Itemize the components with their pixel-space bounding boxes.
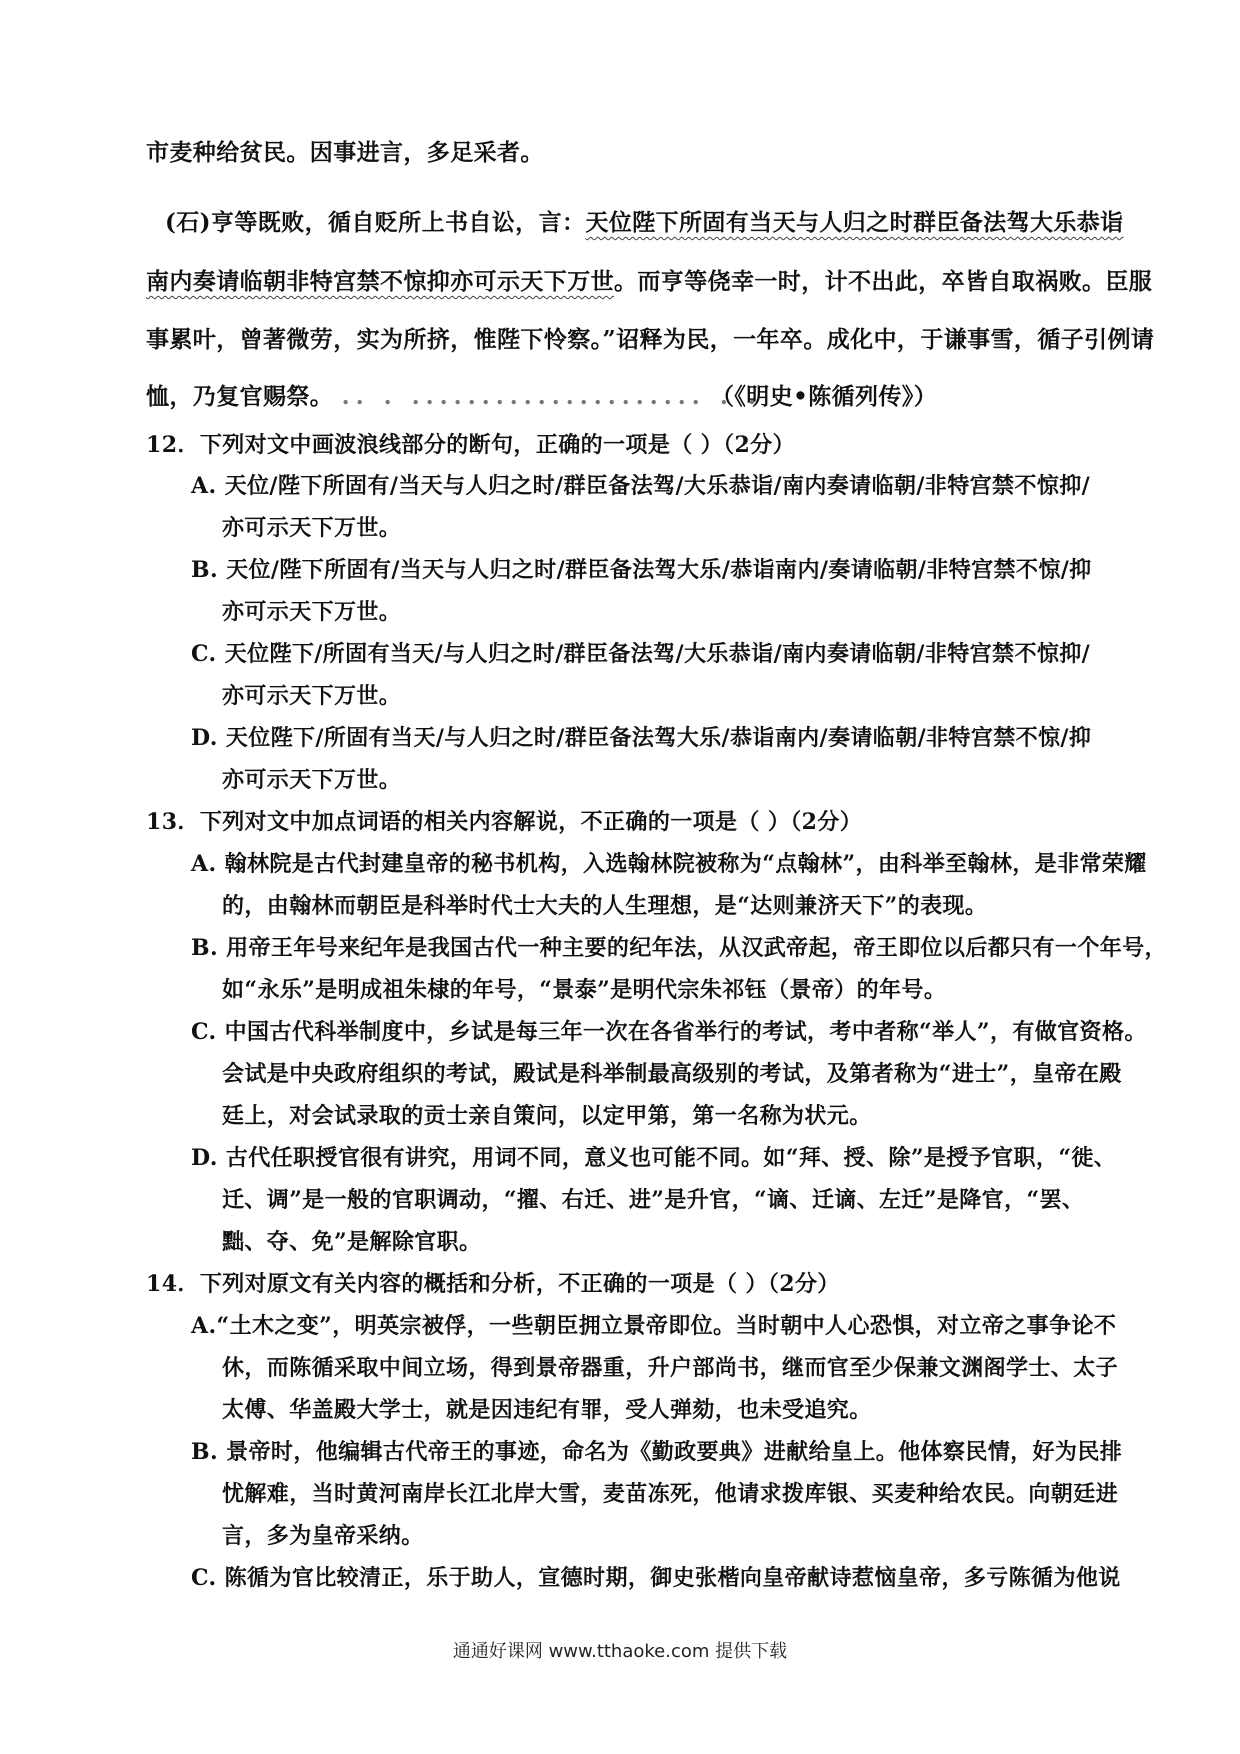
option-14-b-cont: 言，多为皇帝采纳。 bbox=[222, 1523, 424, 1549]
option-14-a-cont: 太傅、华盖殿大学士，就是因违纪有罪，受人弹劾，也未受追究。 bbox=[222, 1397, 872, 1423]
wavy-underlined-text: 南内奏请临朝非特宫禁不惊抑亦可示天下万世 bbox=[146, 268, 614, 295]
option-12-d-cont: 亦可示天下万世。 bbox=[222, 767, 402, 793]
source-citation: （《明史•陈循列传》） bbox=[711, 383, 938, 410]
option-14-b-cont: 忧解难，当时黄河南岸长江北岸大雪，麦苗冻死，他请求拨库银、买麦种给农民。向朝廷进 bbox=[222, 1481, 1119, 1507]
wavy-underlined-text: 天位陛下所固有当天与人归之时群臣备法驾大乐恭诣 bbox=[585, 209, 1124, 236]
option-14-a-cont: 休，而陈循采取中间立场，得到景帝器重，升户部尚书，继而官至少保兼文渊阁学士、太子 bbox=[222, 1355, 1119, 1381]
question-13-stem: 13．下列对文中加点词语的相关内容解说，不正确的一项是（ ）（2分） bbox=[146, 809, 863, 835]
option-13-a-cont: 的，由翰林而朝臣是科举时代士大夫的人生理想，是“达则兼济天下”的表现。 bbox=[222, 893, 988, 919]
passage-text: 恤，乃复官赐祭。 bbox=[146, 383, 334, 410]
passage-text: 。而亨等侥幸一时，计不出此，卒皆自取祸败。臣服 bbox=[614, 268, 1153, 295]
passage-line: 事累叶，曾著微劳，实为所挤，惟陛下怜察。”诏释为民，一年卒。成化中，于谦事雪，循子引例请 bbox=[146, 326, 1155, 353]
question-14-stem: 14．下列对原文有关内容的概括和分析，不正确的一项是（ ）（2分） bbox=[146, 1271, 840, 1297]
option-12-b-cont: 亦可示天下万世。 bbox=[222, 599, 402, 625]
option-13-c-cont: 廷上，对会试录取的贡士亲自策问，以定甲第，第一名称为状元。 bbox=[222, 1103, 872, 1129]
option-13-a: A. 翰林院是古代封建皇帝的秘书机构，入选翰林院被称为“点翰林”，由科举至翰林，是非常荣耀 bbox=[191, 851, 1147, 877]
page-footer: 通通好课网 www.tthaoke.com 提供下载 bbox=[452, 1641, 788, 1662]
dot-leader: .. . ..................... . . bbox=[341, 383, 762, 410]
passage-line: 市麦种给贫民。因事进言，多足采者。 bbox=[146, 139, 544, 166]
option-13-d: D. 古代任职授官很有讲究，用词不同，意义也可能不同。如“拜、授、除”是授予官职，“徙、 bbox=[191, 1145, 1117, 1171]
option-13-d-cont: 迁、调”是一般的官职调动，“擢、右迁、进”是升官，“谪、迁谪、左迁”是降官，“罢、 bbox=[222, 1187, 1085, 1213]
option-13-b-cont: 如“永乐”是明成祖朱棣的年号，“景泰”是明代宗朱祁钰（景帝）的年号。 bbox=[222, 977, 947, 1003]
option-14-c: C. 陈循为官比较清正，乐于助人，宣德时期，御史张楷向皇帝献诗惹恼皇帝，多亏陈循为他说 bbox=[191, 1565, 1121, 1591]
option-13-b: B. 用帝王年号来纪年是我国古代一种主要的纪年法，从汉武帝起，帝王即位以后都只有一个年号， bbox=[191, 935, 1167, 961]
option-12-a: A. 天位/陛下所固有/当天与人归之时/群臣备法驾/大乐恭诣/南内奏请临朝/非特宫禁不惊抑/ bbox=[191, 473, 1091, 499]
passage-line bbox=[146, 382, 938, 412]
option-13-d-cont: 黜、夺、免”是解除官职。 bbox=[222, 1229, 482, 1255]
option-12-c: C. 天位陛下/所固有当天/与人归之时/群臣备法驾/大乐恭诣/南内奏请临朝/非特宫禁不惊抑/ bbox=[191, 641, 1091, 667]
passage-line bbox=[165, 208, 1124, 238]
option-13-c-cont: 会试是中央政府组织的考试，殿试是科举制最高级别的考试，及第者称为“进士”，皇帝在殿 bbox=[222, 1061, 1122, 1087]
option-12-d: D. 天位陛下/所固有当天/与人归之时/群臣备法驾大乐/恭诣南内/奏请临朝/非特宫禁不惊/抑 bbox=[191, 725, 1092, 751]
passage-line bbox=[146, 267, 1152, 297]
option-12-c-cont: 亦可示天下万世。 bbox=[222, 683, 402, 709]
option-13-c: C. 中国古代科举制度中，乡试是每三年一次在各省举行的考试，考中者称“举人”，有做官资格。 bbox=[191, 1019, 1147, 1045]
option-12-a-cont: 亦可示天下万世。 bbox=[222, 515, 402, 541]
option-14-b: B. 景帝时，他编辑古代帝王的事迹，命名为《勤政要典》进献给皇上。他体察民情，好为民排 bbox=[191, 1439, 1123, 1465]
option-14-a: A.“土木之变”，明英宗被俘，一些朝臣拥立景帝即位。当时朝中人心恐惧，对立帝之事争论不 bbox=[191, 1313, 1117, 1339]
passage-text: (石)亨等既败，循自贬所上书自讼，言： bbox=[165, 209, 586, 236]
question-12-stem: 12．下列对文中画波浪线部分的断句，正确的一项是（ ）（2分） bbox=[146, 432, 795, 458]
option-12-b: B. 天位/陛下所固有/当天与人归之时/群臣备法驾大乐/恭诣南内/奏请临朝/非特宫禁不惊/抑 bbox=[191, 557, 1092, 583]
